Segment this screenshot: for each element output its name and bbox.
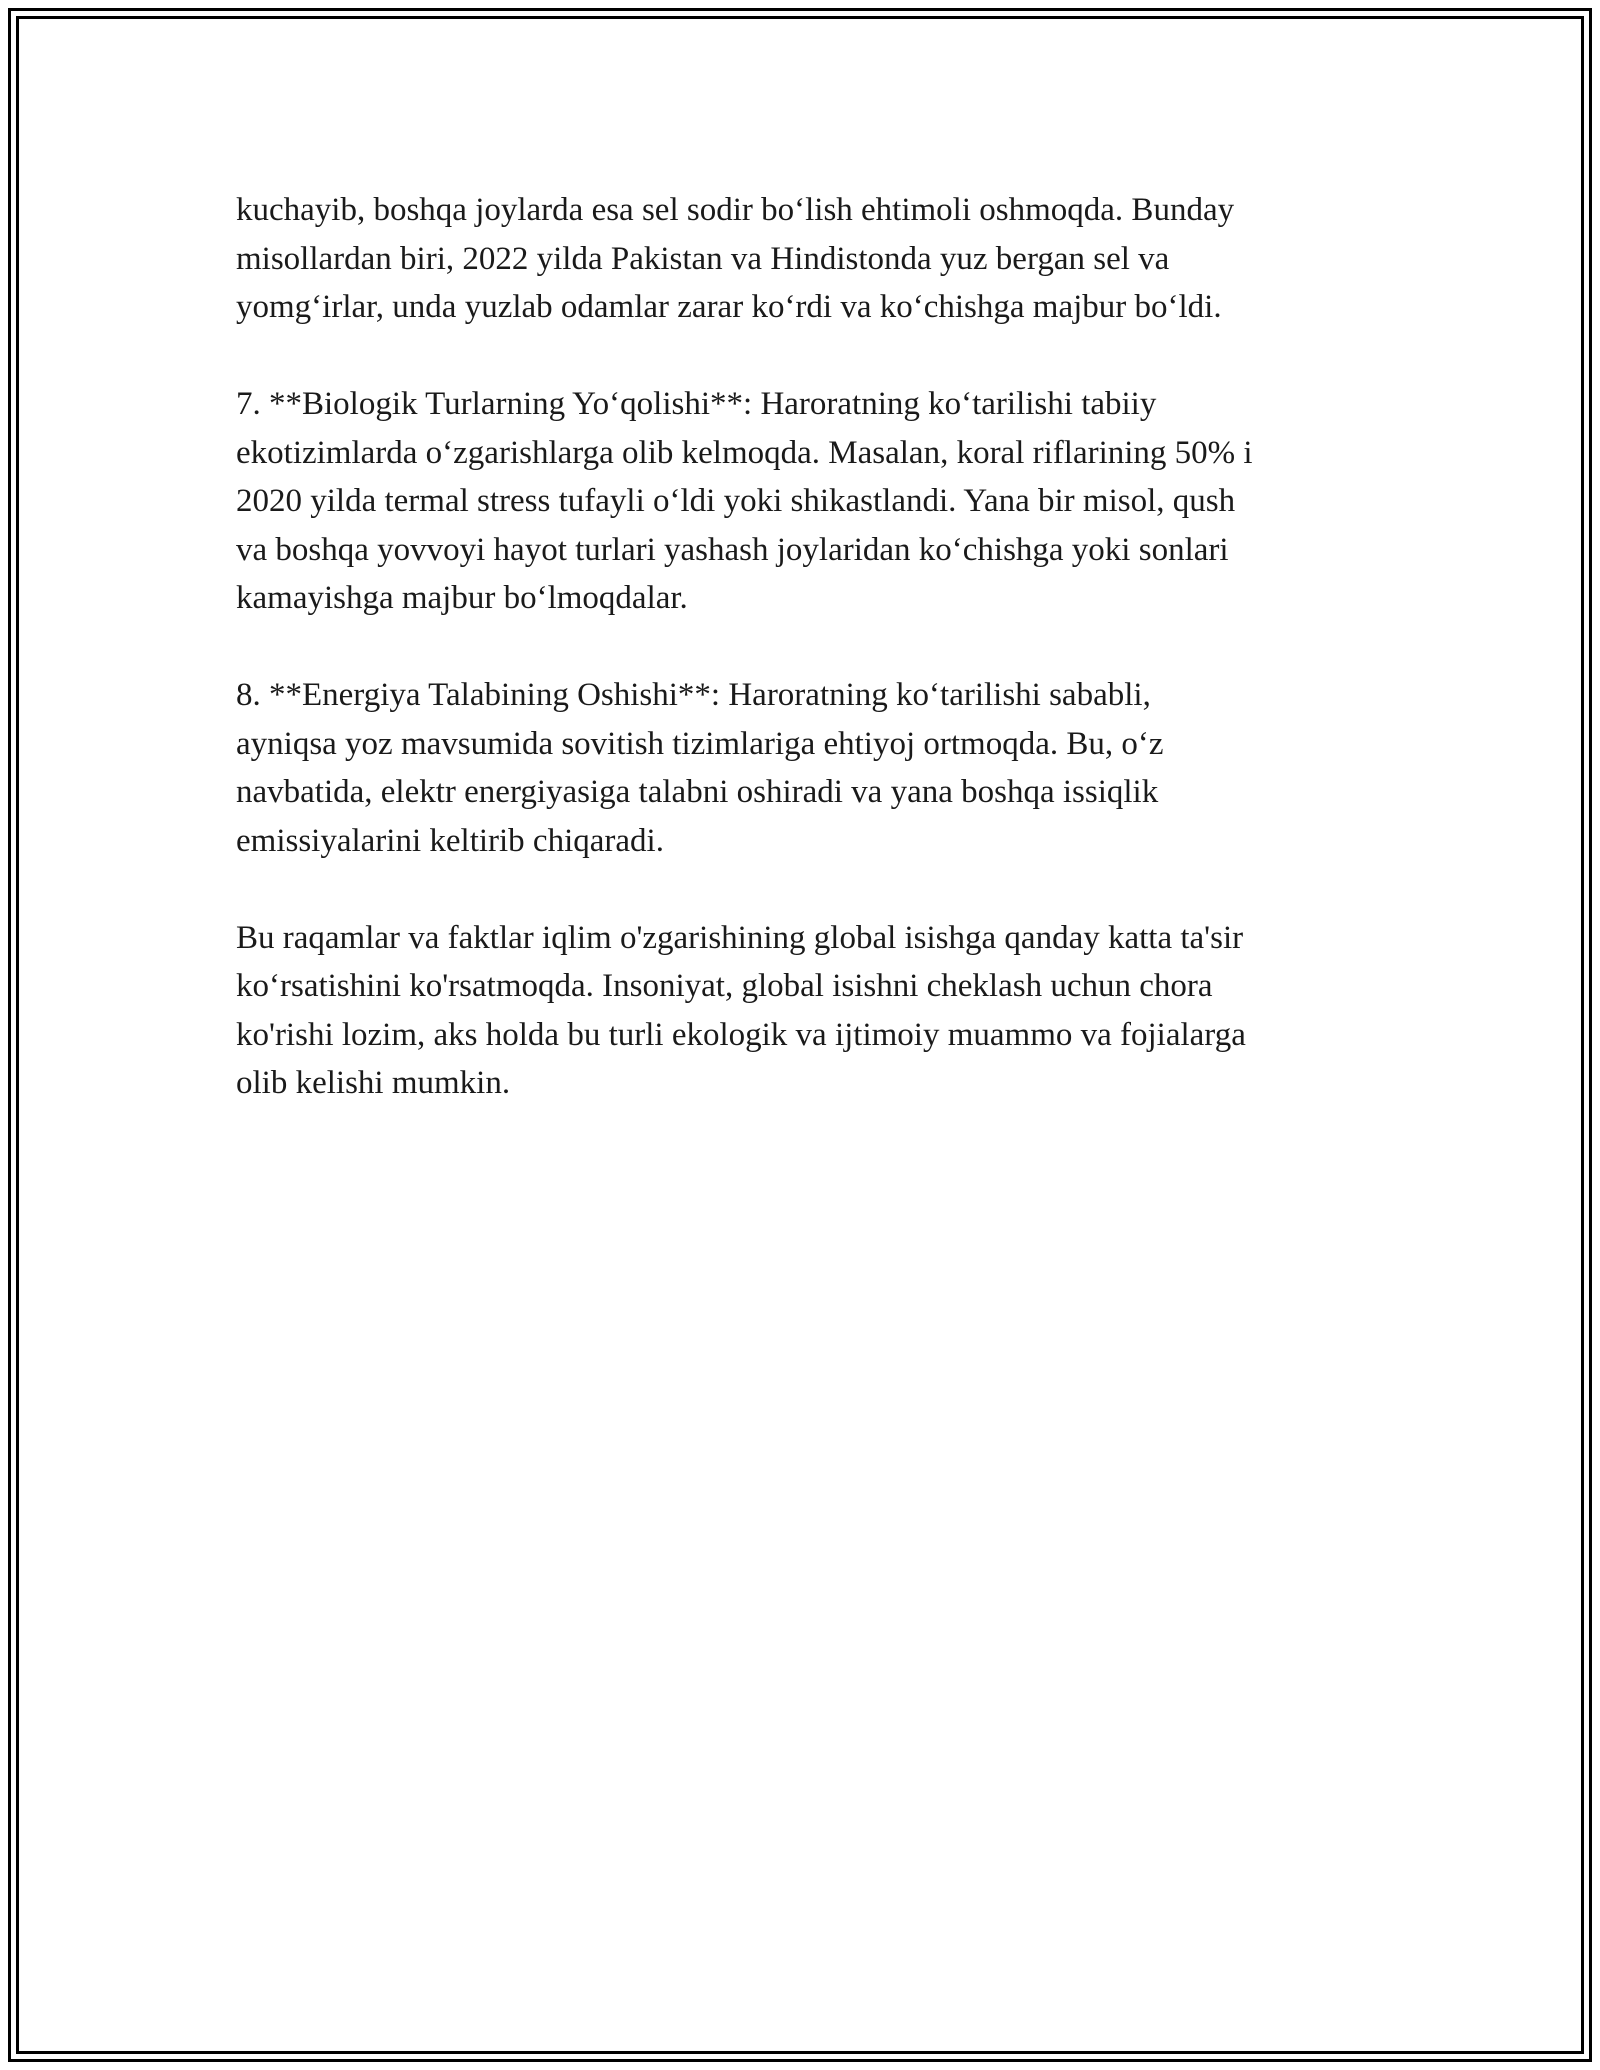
- document-body: [236, 186, 1396, 1156]
- paragraph-conclusion: Bu raqamlar va faktlar iqlim o'zgarishining global isishga qanday katta ta'sir ko‘rsatishini ko'rsatmoqda. Insoniyat, global isishni cheklash uchun chora ko'rishi lozim, aks holda bu turli ekologik va ijtimoiy muammo va fojialarga olib kelishi mumkin.: [236, 919, 1246, 1101]
- paragraph-biodiversity-loss: 7. **Biologik Turlarning Yo‘qolishi**: Haroratning ko‘tarilishi tabiiy ekotizimlarda o‘zgarishlarga olib kelmoqda. Masalan, koral riflarining 50% i 2020 yilda termal stress tufayli o‘ldi yoki shikastlandi. Yana bir misol, qush va boshqa yovvoyi hayot turlari yashash joylaridan ko‘chishga yoki sonlari kamayishga majbur bo‘lmoqdalar.: [236, 386, 1253, 616]
- paragraph-flooding-continuation: kuchayib, boshqa joylarda esa sel sodir bo‘lish ehtimoli oshmoqda. Bunday misollardan biri, 2022 yilda Pakistan va Hindistonda yuz bergan sel va yomg‘irlar, unda yuzlab odamlar zarar ko‘rdi va ko‘chishga majbur bo‘ldi.: [236, 192, 1235, 325]
- paragraph-energy-demand: 8. **Energiya Talabining Oshishi**: Haroratning ko‘tarilishi sababli, ayniqsa yoz mavsumida sovitish tizimlariga ehtiyoj ortmoqda. Bu, o‘z navbatida, elektr energiyasiga talabni oshiradi va yana boshqa issiqlik emissiyalarini keltirib chiqaradi.: [236, 677, 1164, 859]
